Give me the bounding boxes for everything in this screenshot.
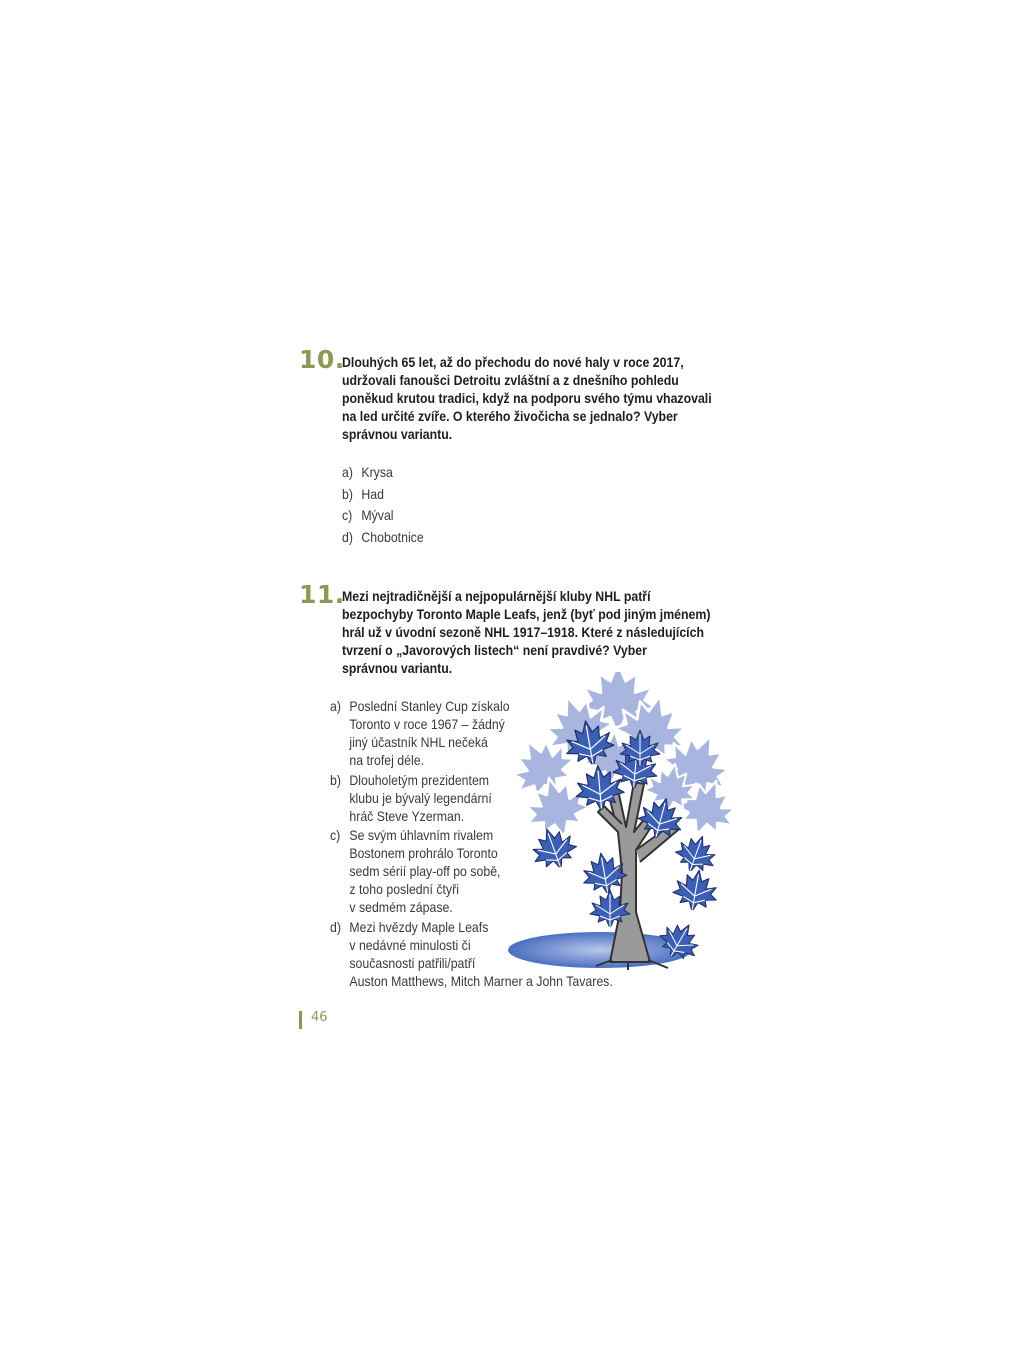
answer-option <box>342 527 424 549</box>
option-text: klubu je bývalý legendární <box>349 789 492 806</box>
answer-option <box>342 505 424 527</box>
question-text-line: tvrzení o „Javorových listech“ není pravdivé? Vyber <box>342 642 647 658</box>
option-text: Krysa <box>361 464 393 480</box>
question-text-line: hrál už v úvodní sezoně NHL 1917–1918. Které z následujících <box>342 624 704 640</box>
question-text <box>342 353 712 443</box>
option-text: Chobotnice <box>361 528 424 545</box>
option-text: na trofej déle. <box>349 752 425 768</box>
answer-option <box>342 462 424 484</box>
option-label: a) <box>330 698 341 714</box>
option-text: Dlouholetým prezidentem <box>349 771 490 788</box>
option-text: Auston Matthews, Mitch Marner a John Tavares. <box>349 972 613 989</box>
option-label: b) <box>330 771 341 788</box>
option-text: Poslední Stanley Cup získalo <box>349 698 510 714</box>
page-number: 46 <box>311 1010 328 1025</box>
answer-option <box>342 484 424 506</box>
question-number: 11. <box>299 580 345 609</box>
option-label: a) <box>342 464 353 480</box>
question-text-line: na led určité zvíře. O kterého živočicha se jednalo? Vyber <box>342 408 678 424</box>
question-text <box>342 587 710 677</box>
option-text: hráč Steve Yzerman. <box>349 807 465 824</box>
option-text: Mýval <box>361 507 394 524</box>
option-text: Se svým úhlavním rivalem <box>349 827 494 843</box>
maple-leaf-icon <box>671 829 721 877</box>
option-text: v nedávné minulosti či <box>349 936 471 953</box>
option-text: z toho poslední čtyři <box>349 881 459 897</box>
option-text: Toronto v roce 1967 – žádný <box>349 716 505 732</box>
option-label: b) <box>342 485 353 502</box>
maple-tree-illustration <box>500 672 740 972</box>
option-text: v sedmém zápase. <box>349 899 453 915</box>
question-text-line: poněkud krutou tradici, když na podporu svého týmu vhazovali <box>342 390 712 406</box>
question-number: 10. <box>299 345 345 374</box>
question-text-line: udržovali fanoušci Detroitu zvláštní a z dnešního pohledu <box>342 372 679 388</box>
maple-leaf-icon <box>671 866 721 913</box>
option-label: d) <box>342 528 353 545</box>
option-label: c) <box>330 827 341 843</box>
option-label: d) <box>330 918 341 935</box>
option-text: jiný účastník NHL nečeká <box>349 734 488 750</box>
question-text-line: bezpochyby Toronto Maple Leafs, jenž (byť pod jiným jménem) <box>342 606 711 622</box>
page-marker <box>299 1011 302 1029</box>
option-text: sedm sérií play-off po sobě, <box>349 863 501 879</box>
question-text-line: správnou variantu. <box>342 660 453 676</box>
option-text: Had <box>361 485 384 502</box>
maple-leaf-icon <box>526 822 581 874</box>
option-text: Mezi hvězdy Maple Leafs <box>349 918 489 935</box>
question-text-line: správnou variantu. <box>342 426 453 442</box>
question-text-line: Mezi nejtradičnější a nejpopulárnější kluby NHL patří <box>342 588 651 604</box>
question-text-line: Dlouhých 65 let, až do přechodu do nové haly v roce 2017, <box>342 354 684 370</box>
option-text: Bostonem prohrálo Toronto <box>349 845 498 861</box>
option-text: současnosti patřili/patří <box>349 954 476 971</box>
option-label: c) <box>342 507 353 524</box>
answer-options <box>342 462 424 548</box>
